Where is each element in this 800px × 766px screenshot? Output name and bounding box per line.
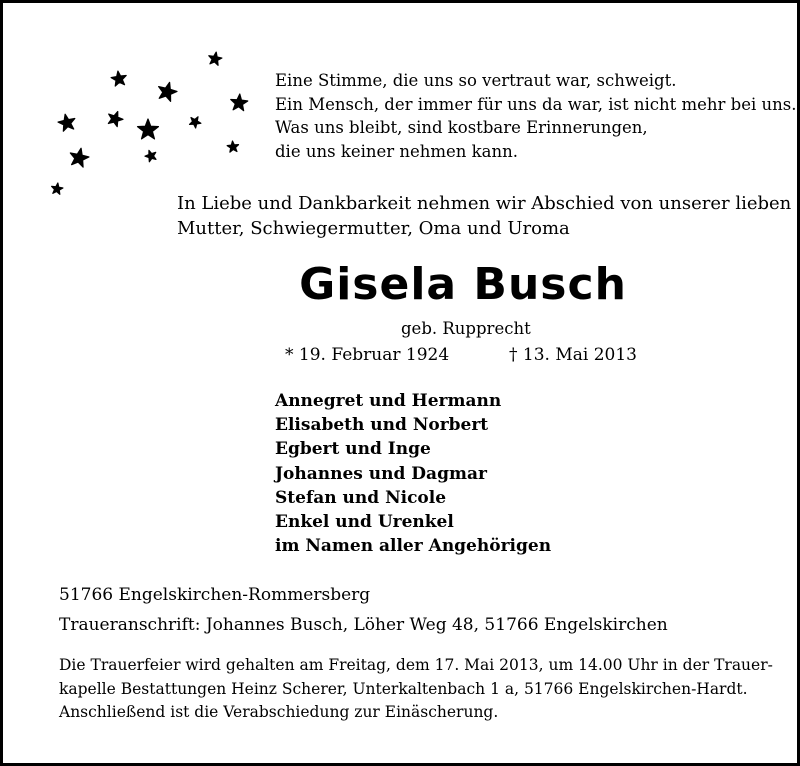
- mourner-line: Annegret und Hermann: [275, 391, 502, 411]
- star-icon: [108, 111, 123, 126]
- star-icon: [231, 94, 248, 111]
- mourner-line: Stefan und Nicole: [275, 487, 447, 508]
- star-icon: [159, 82, 177, 101]
- star-icon: [58, 114, 75, 131]
- intro-line: In Liebe und Dankbarkeit nehmen wir Abschied von unserer lieben: [177, 193, 792, 214]
- notice-line: kapelle Bestattungen Heinz Scherer, Unterkaltenbach 1 a, 51766 Engelskirchen-Hardt.: [59, 680, 748, 698]
- poem-line: Was uns bleibt, sind kostbare Erinnerungen,: [275, 118, 648, 137]
- death-date: † 13. Mai 2013: [509, 345, 637, 365]
- star-icon: [52, 183, 63, 194]
- poem-line: Eine Stimme, die uns so vertraut war, schweigt.: [275, 71, 677, 90]
- mourners-list: [275, 389, 551, 558]
- farewell-note: Anschließend ist die Verabschiedung zur Einäscherung.: [59, 703, 499, 721]
- poem: [275, 69, 796, 163]
- funeral-notice: [59, 653, 773, 701]
- star-icon: [70, 148, 89, 167]
- poem-line: die uns keiner nehmen kann.: [275, 141, 519, 161]
- mourner-line: im Namen aller Angehörigen: [275, 536, 552, 557]
- deceased-name: Gisela Busch: [299, 259, 627, 310]
- mourner-line: Johannes und Dagmar: [275, 463, 487, 484]
- mourner-line: Elisabeth und Norbert: [275, 415, 489, 436]
- notice-line: Die Trauerfeier wird gehalten am Freitag, dem 17. Mai 2013, um 14.00 Uhr in der Trauer-: [59, 656, 773, 674]
- star-icon: [227, 141, 238, 152]
- star-icon: [111, 71, 126, 86]
- birth-date: * 19. Februar 1924: [285, 345, 450, 365]
- mourner-line: Enkel und Urenkel: [275, 512, 454, 533]
- intro-line: Mutter, Schwiegermutter, Oma und Uroma: [177, 218, 570, 239]
- poem-line: Ein Mensch, der immer für uns da war, ist nicht mehr bei uns.: [275, 94, 797, 114]
- mourner-line: Egbert und Inge: [275, 439, 431, 460]
- stars-decoration: [3, 3, 263, 203]
- star-icon: [138, 119, 159, 139]
- intro-text: [177, 191, 791, 241]
- mourning-address: Traueranschrift: Johannes Busch, Löher Weg 48, 51766 Engelskirchen: [59, 615, 668, 635]
- star-icon: [145, 150, 156, 161]
- maiden-name: geb. Rupprecht: [401, 319, 531, 338]
- home-address: 51766 Engelskirchen-Rommersberg: [59, 585, 371, 605]
- star-icon: [209, 52, 222, 65]
- life-dates: [285, 345, 637, 365]
- star-icon: [190, 117, 201, 128]
